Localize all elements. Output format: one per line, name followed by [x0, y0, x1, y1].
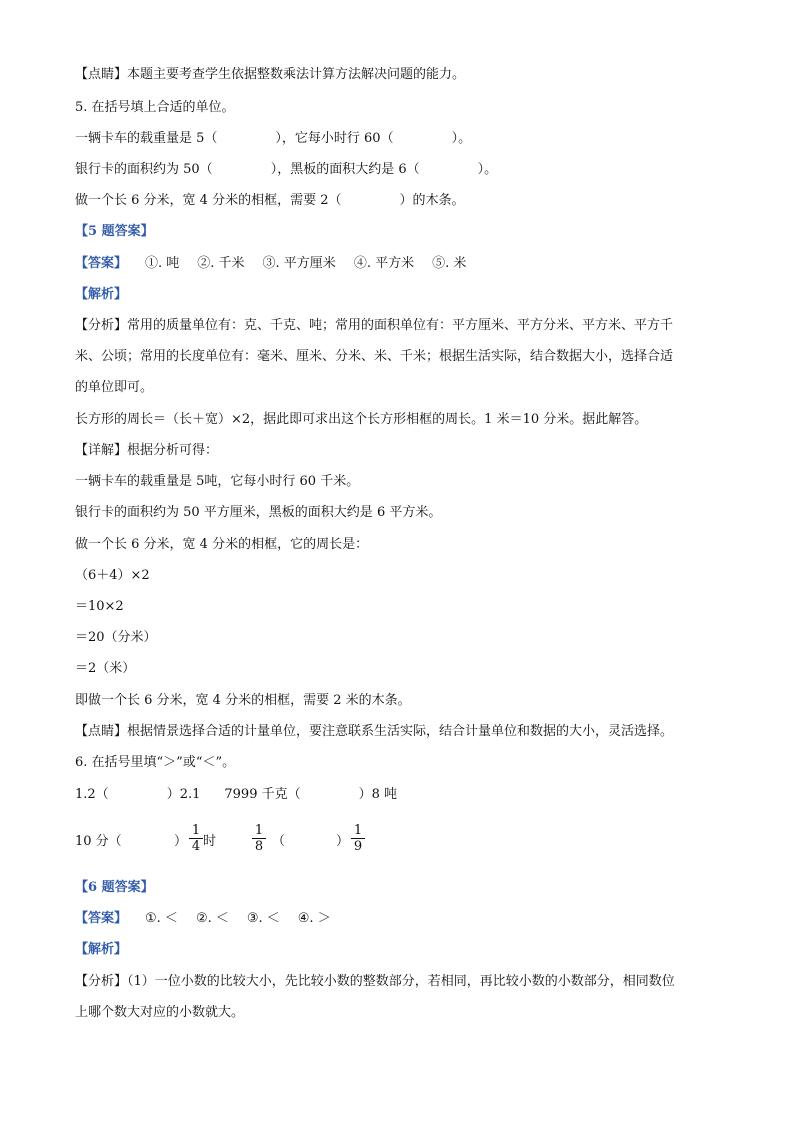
text-segment: ），它每小时行 60（ [275, 131, 394, 146]
fraction-denominator: 9 [353, 839, 363, 854]
text-segment: ）的木条。 [399, 193, 465, 208]
text-segment: 1.2（ [75, 787, 109, 802]
calc-line: （6＋4）×2 [75, 568, 150, 583]
answer-line-5 [75, 254, 466, 274]
analysis-text-line: 的单位即可。 [75, 380, 154, 395]
text-segment: ）。 [451, 131, 472, 146]
question-5-item-2 [75, 160, 497, 180]
text-segment: 银行卡的面积约为 50（ [75, 162, 213, 177]
analysis-text-line: 米、公顷；常用的长度单位有：毫米、厘米、分米、米、千米；根据生活实际，结合数据大小，选择合适 [75, 349, 674, 364]
detail-text-line: 银行卡的面积约为 50 平方厘米，黑板的面积大约是 6 平方米。 [75, 505, 442, 520]
calc-line: ＝2（米） [75, 661, 136, 676]
analysis-text-line: 长方形的周长＝（长＋宽）×2，据此即可求出这个长方形相框的周长。1 米＝10 分米。据此解答。 [75, 412, 648, 427]
detail-header-line: 【详解】根据分析可得： [75, 443, 219, 458]
text-segment: 7999 千克（ [224, 787, 301, 802]
question-5-title: 5. 在括号填上合适的单位。 [75, 100, 235, 115]
detail-text-line: 一辆卡车的载重量是 5吨，它每小时行 60 千米。 [75, 474, 360, 489]
q6-text-10min: 10 分（ [75, 834, 122, 849]
text-segment: ）2.1 [166, 787, 201, 802]
tip-line-q4: 【点睛】本题主要考查学生依据整数乘法计算方法解决问题的能力。 [75, 67, 466, 82]
fraction-one-eighth [252, 823, 266, 854]
fraction-denominator: 4 [191, 839, 201, 854]
answer-line-6 [75, 909, 331, 929]
q6-open-paren: （ [272, 834, 286, 849]
text-segment: 做一个长 6 分米，宽 4 分米的相框，需要 2（ [75, 193, 342, 208]
text-segment: ）。 [477, 162, 498, 177]
answer-header-6: 【6 题答案】 [75, 880, 154, 895]
fraction-numerator: 1 [351, 823, 365, 839]
question-6-row-1 [75, 785, 397, 805]
text-segment: ）8 吨 [358, 787, 397, 802]
q6-close-paren: ） [174, 834, 188, 849]
fraction-denominator: 8 [254, 839, 264, 854]
q6-close-paren: ） [336, 834, 350, 849]
fraction-one-quarter [189, 823, 203, 854]
analysis-header-5: 【解析】 [75, 287, 128, 302]
calc-line: ＝20（分米） [75, 630, 157, 645]
answer-item: ②. 千米 [197, 256, 245, 271]
answer-label: 【答案】 [75, 256, 128, 271]
fraction-numerator: 1 [252, 823, 266, 839]
analysis-text-line: 【分析】（1）一位小数的比较大小，先比较小数的整数部分，若相同，再比较小数的小数部分，相同数位 [75, 974, 675, 989]
answer-item: ③. 平方厘米 [262, 256, 336, 271]
fraction-one-ninth [351, 823, 365, 854]
answer-item: ④. 平方米 [353, 256, 415, 271]
analysis-header-6: 【解析】 [75, 942, 128, 957]
answer-item: ②. ＜ [195, 911, 229, 926]
answer-item: ①. 吨 [145, 256, 180, 271]
question-5-item-1 [75, 129, 471, 149]
answer-item: ⑤. 米 [432, 256, 467, 271]
answer-label: 【答案】 [75, 911, 128, 926]
detail-text-line: 做一个长 6 分米，宽 4 分米的相框，它的周长是： [75, 537, 369, 552]
question-5-item-3 [75, 191, 465, 211]
q6-unit-hour: 时 [203, 834, 217, 849]
question-6-title: 6. 在括号里填“＞”或“＜”。 [75, 755, 236, 770]
detail-conclusion: 即做一个长 6 分米，宽 4 分米的相框，需要 2 米的木条。 [75, 693, 411, 708]
calc-line: ＝10×2 [75, 599, 124, 614]
answer-item: ④. ＞ [297, 911, 331, 926]
answer-item: ①. ＜ [145, 911, 178, 926]
text-segment: 一辆卡车的载重量是 5（ [75, 131, 218, 146]
answer-header-5: 【5 题答案】 [75, 224, 154, 239]
fraction-numerator: 1 [189, 823, 203, 839]
answer-item: ③. ＜ [246, 911, 280, 926]
text-segment: ），黑板的面积大约是 6（ [270, 162, 420, 177]
tip-line-q5: 【点睛】根据情景选择合适的计量单位，要注意联系生活实际，结合计量单位和数据的大小，灵活选择。 [75, 724, 674, 739]
analysis-text-line: 【分析】常用的质量单位有：克、千克、吨；常用的面积单位有：平方厘米、平方分米、平方米、平方千 [75, 318, 674, 333]
analysis-text-line: 上哪个数大对应的小数就大。 [75, 1005, 245, 1020]
